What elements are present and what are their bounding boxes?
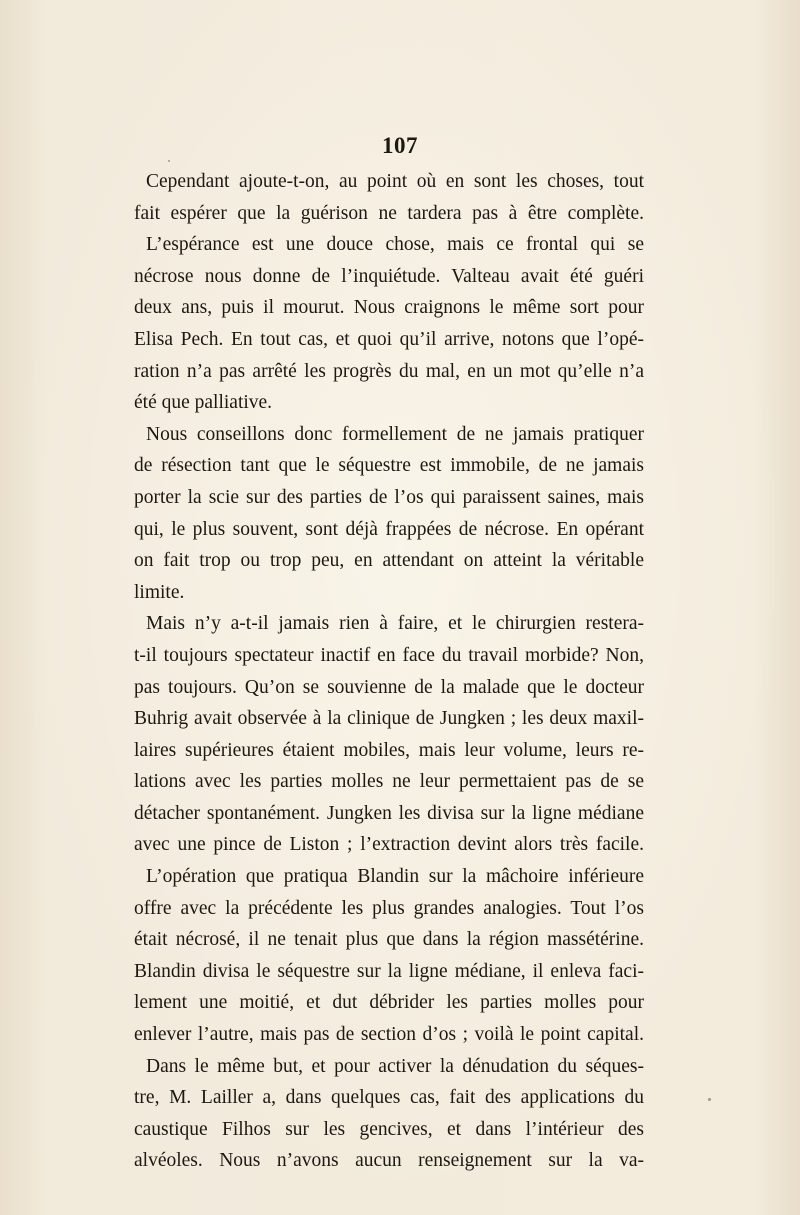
text-line: avec une pince de Liston ; l’extraction devint alors très facile. [134,834,644,856]
text-line: de résection tant que le séquestre est immobile, de ne jamais [134,455,644,477]
text-line: on fait trop ou trop peu, en attendant on atteint la véritable [134,550,644,572]
text-line: laires supérieures étaient mobiles, mais leur volume, leurs re- [134,739,644,761]
page-number: 107 [382,133,418,158]
text-line: tre, M. Lailler a, dans quelques cas, fait des applications du [134,1087,644,1109]
text-line: Blandin divisa le séquestre sur la ligne médiane, il enleva faci- [134,960,644,982]
text-line: été que palliative. [134,392,273,414]
body-text [134,166,644,1177]
text-line: enlever l’autre, mais pas de section d’os ; voilà le point capital. [134,1024,644,1046]
text-line: Dans le même but, et pour activer la dénudation du séques- [146,1055,644,1077]
text-line: nécrose nous donne de l’inquiétude. Valteau avait été guéri [134,265,644,287]
text-line: ration n’a pas arrêté les progrès du mal, en un mot qu’elle n’a [134,360,644,382]
text-line: fait espérer que la guérison ne tardera pas à être complète. [134,202,644,224]
text-line: pas toujours. Qu’on se souvienne de la malade que le docteur [134,676,644,698]
paper-speck [708,1098,711,1101]
text-line: Cependant ajoute-t-on, au point où en sont les choses, tout [146,171,644,192]
paper-speck [168,160,170,162]
text-line: porter la scie sur des parties de l’os qui paraissent saines, mais [134,486,644,508]
text-line: L’opération que pratiqua Blandin sur la mâchoire inférieure [146,866,644,888]
text-line: Nous conseillons donc formellement de ne jamais pratiquer [146,423,644,445]
text-line: détacher spontanément. Jungken les divisa sur la ligne médiane [134,802,644,824]
text-line: Buhrig avait observée à la clinique de Jungken ; les deux maxil- [134,708,644,730]
text-line: lement une moitié, et dut débrider les parties molles pour [134,992,644,1014]
text-line: limite. [134,581,185,603]
text-line: L’espérance est une douce chose, mais ce frontal qui se [146,234,644,256]
text-line: lations avec les parties molles ne leur permettaient pas de se [134,771,644,793]
text-line: caustique Filhos sur les gencives, et dans l’intérieur des [134,1118,644,1140]
text-line: était nécrosé, il ne tenait plus que dans la région massétérine. [134,929,644,951]
text-line: t-il toujours spectateur inactif en face du travail morbide? Non, [134,644,644,666]
text-line: offre avec la précédente les plus grandes analogies. Tout l’os [134,897,644,919]
text-line: alvéoles. Nous n’avons aucun renseignement sur la va- [134,1150,644,1172]
text-line: Elisa Pech. En tout cas, et quoi qu’il arrive, notons que l’opé- [134,328,644,350]
text-line: Mais n’y a-t-il jamais rien à faire, et le chirurgien restera- [146,613,644,635]
text-line: deux ans, puis il mourut. Nous craignons le même sort pour [134,297,644,319]
text-line: qui, le plus souvent, sont déjà frappées de nécrose. En opérant [134,518,644,540]
